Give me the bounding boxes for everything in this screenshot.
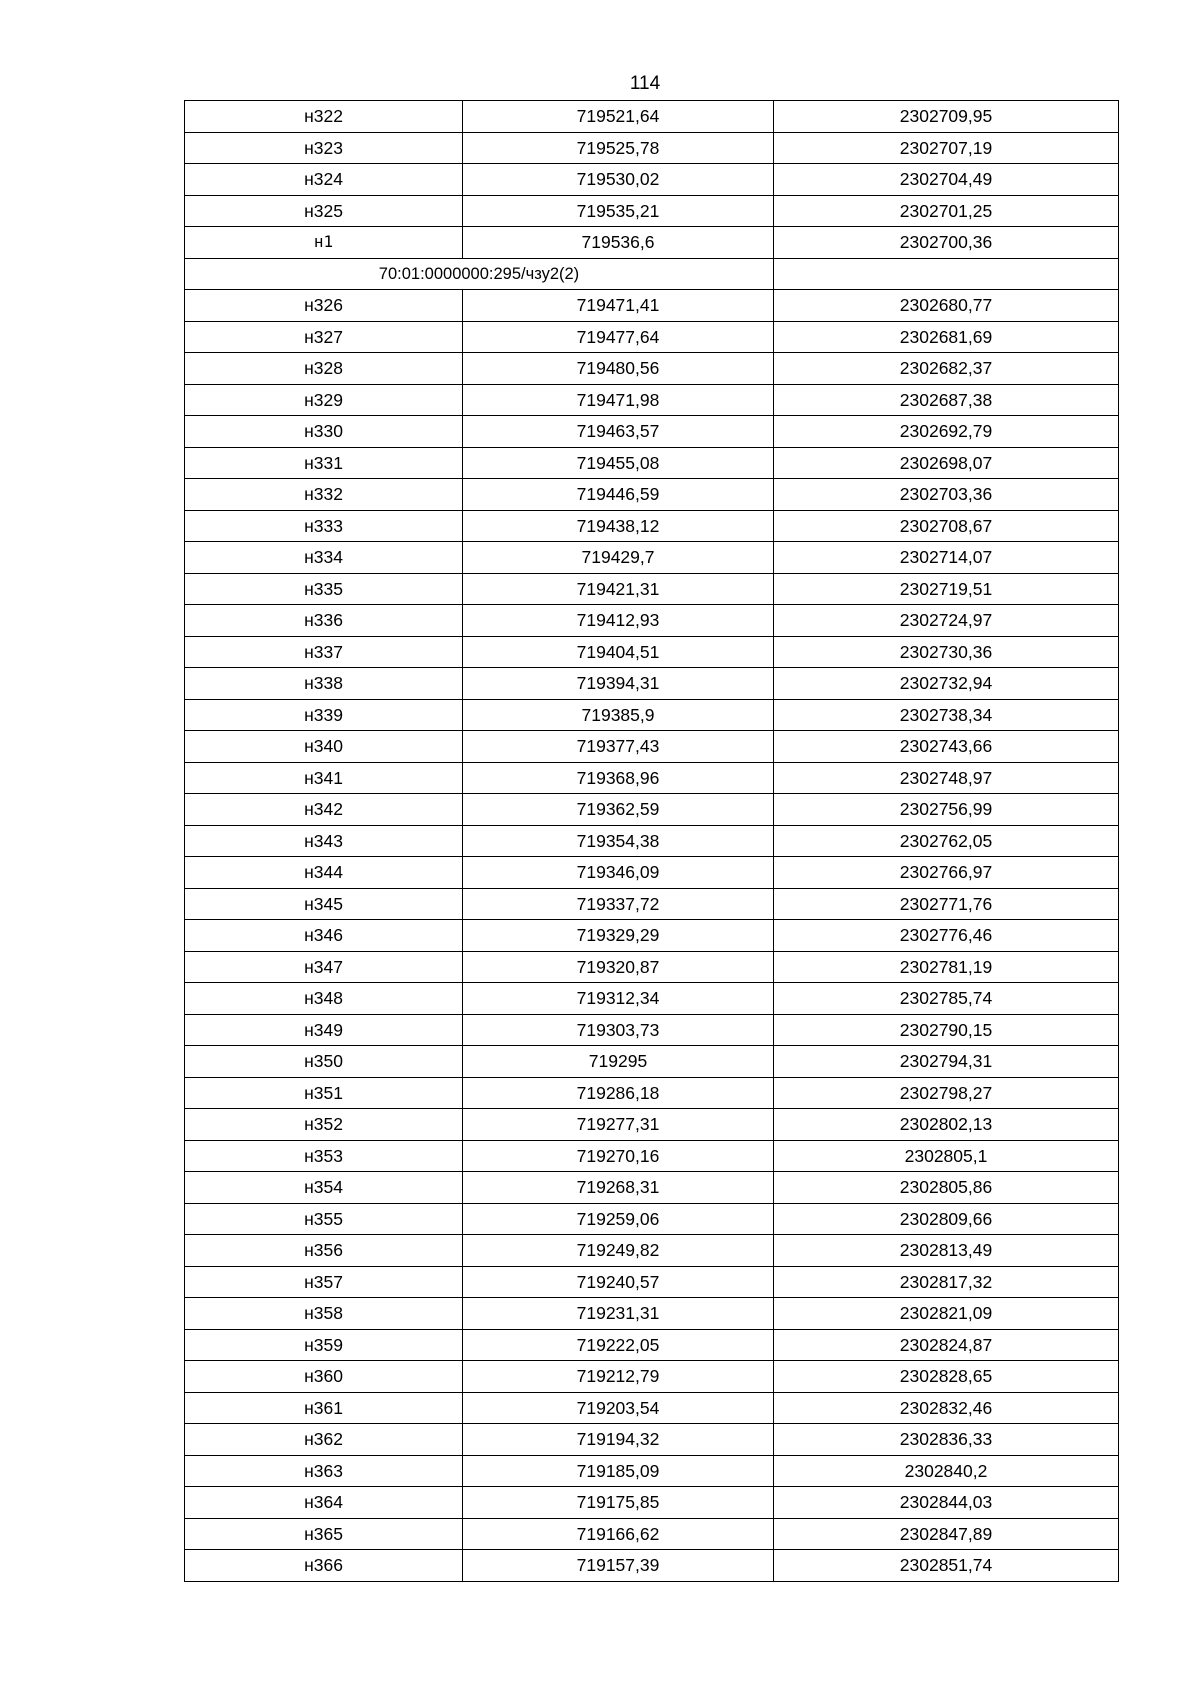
- page-number: 114: [629, 73, 661, 94]
- table-row: [185, 101, 1119, 133]
- coordinates-table-body: [185, 101, 1119, 1582]
- point-id-cell: н323: [185, 132, 463, 164]
- table-row: [185, 290, 1119, 322]
- table-row: [185, 888, 1119, 920]
- y-coordinate-cell: 2302817,32: [774, 1266, 1119, 1298]
- point-id-cell: н344: [185, 857, 463, 889]
- x-coordinate-cell: 719471,98: [463, 384, 774, 416]
- x-coordinate-cell: 719404,51: [463, 636, 774, 668]
- x-coordinate-cell: 719157,39: [463, 1550, 774, 1582]
- point-id-cell: н322: [185, 101, 463, 133]
- point-id-cell: н324: [185, 164, 463, 196]
- y-coordinate-cell: 2302738,34: [774, 699, 1119, 731]
- y-coordinate-cell: 2302682,37: [774, 353, 1119, 385]
- point-id-cell: н355: [185, 1203, 463, 1235]
- y-coordinate-cell: 2302809,66: [774, 1203, 1119, 1235]
- point-id-cell: н366: [185, 1550, 463, 1582]
- x-coordinate-cell: 719166,62: [463, 1518, 774, 1550]
- table-row: [185, 636, 1119, 668]
- x-coordinate-cell: 719277,31: [463, 1109, 774, 1141]
- point-id-cell: н337: [185, 636, 463, 668]
- y-coordinate-cell: 2302709,95: [774, 101, 1119, 133]
- x-coordinate-cell: 719286,18: [463, 1077, 774, 1109]
- point-id-cell: н335: [185, 573, 463, 605]
- x-coordinate-cell: 719477,64: [463, 321, 774, 353]
- x-coordinate-cell: 719521,64: [463, 101, 774, 133]
- x-coordinate-cell: 719446,59: [463, 479, 774, 511]
- table-row: [185, 1203, 1119, 1235]
- x-coordinate-cell: 719212,79: [463, 1361, 774, 1393]
- y-coordinate-cell: 2302785,74: [774, 983, 1119, 1015]
- point-id-cell: н326: [185, 290, 463, 322]
- table-row: [185, 1298, 1119, 1330]
- table-row: [185, 479, 1119, 511]
- y-coordinate-cell: 2302748,97: [774, 762, 1119, 794]
- x-coordinate-cell: 719175,85: [463, 1487, 774, 1519]
- y-coordinate-cell: 2302790,15: [774, 1014, 1119, 1046]
- table-row: [185, 416, 1119, 448]
- x-coordinate-cell: 719429,7: [463, 542, 774, 574]
- point-id-cell: н338: [185, 668, 463, 700]
- table-row: [185, 668, 1119, 700]
- point-id-cell: н359: [185, 1329, 463, 1361]
- y-coordinate-cell: 2302805,86: [774, 1172, 1119, 1204]
- y-coordinate-cell: 2302766,97: [774, 857, 1119, 889]
- y-coordinate-cell: 2302687,38: [774, 384, 1119, 416]
- table-row: [185, 384, 1119, 416]
- point-id-cell: н364: [185, 1487, 463, 1519]
- x-coordinate-cell: 719185,09: [463, 1455, 774, 1487]
- table-row: [185, 1329, 1119, 1361]
- point-id-cell: н349: [185, 1014, 463, 1046]
- x-coordinate-cell: 719329,29: [463, 920, 774, 952]
- x-coordinate-cell: 719525,78: [463, 132, 774, 164]
- y-coordinate-cell: 2302828,65: [774, 1361, 1119, 1393]
- table-row: [185, 1046, 1119, 1078]
- table-row: [185, 1487, 1119, 1519]
- y-coordinate-cell: 2302680,77: [774, 290, 1119, 322]
- y-coordinate-cell: 2302707,19: [774, 132, 1119, 164]
- point-id-cell: н339: [185, 699, 463, 731]
- y-coordinate-cell: 2302805,1: [774, 1140, 1119, 1172]
- point-id-cell: н342: [185, 794, 463, 826]
- y-coordinate-cell: 2302840,2: [774, 1455, 1119, 1487]
- x-coordinate-cell: 719270,16: [463, 1140, 774, 1172]
- point-id-cell: н328: [185, 353, 463, 385]
- point-id-cell: н365: [185, 1518, 463, 1550]
- point-id-cell: н363: [185, 1455, 463, 1487]
- x-coordinate-cell: 719303,73: [463, 1014, 774, 1046]
- table-row: [185, 699, 1119, 731]
- y-coordinate-cell: 2302813,49: [774, 1235, 1119, 1267]
- y-coordinate-cell: 2302776,46: [774, 920, 1119, 952]
- x-coordinate-cell: 719421,31: [463, 573, 774, 605]
- y-coordinate-cell: 2302844,03: [774, 1487, 1119, 1519]
- point-id-cell: н334: [185, 542, 463, 574]
- point-id-cell: н361: [185, 1392, 463, 1424]
- point-id-cell: н336: [185, 605, 463, 637]
- table-row: [185, 762, 1119, 794]
- table-row: [185, 983, 1119, 1015]
- y-coordinate-cell: 2302681,69: [774, 321, 1119, 353]
- x-coordinate-cell: 719320,87: [463, 951, 774, 983]
- table-row: [185, 1266, 1119, 1298]
- table-row: [185, 1109, 1119, 1141]
- table-row: [185, 1140, 1119, 1172]
- x-coordinate-cell: 719368,96: [463, 762, 774, 794]
- y-coordinate-cell: 2302798,27: [774, 1077, 1119, 1109]
- table-row: [185, 542, 1119, 574]
- x-coordinate-cell: 719231,31: [463, 1298, 774, 1330]
- point-id-cell: н341: [185, 762, 463, 794]
- x-coordinate-cell: 719480,56: [463, 353, 774, 385]
- point-id-cell: н358: [185, 1298, 463, 1330]
- x-coordinate-cell: 719222,05: [463, 1329, 774, 1361]
- point-id-cell: н345: [185, 888, 463, 920]
- point-id-cell: н331: [185, 447, 463, 479]
- table-row: [185, 825, 1119, 857]
- x-coordinate-cell: 719249,82: [463, 1235, 774, 1267]
- table-row: [185, 1361, 1119, 1393]
- point-id-cell: н330: [185, 416, 463, 448]
- x-coordinate-cell: 719377,43: [463, 731, 774, 763]
- coordinates-table: [184, 100, 1119, 1582]
- x-coordinate-cell: 719530,02: [463, 164, 774, 196]
- point-id-cell: н333: [185, 510, 463, 542]
- point-id-cell: н354: [185, 1172, 463, 1204]
- y-coordinate-cell: 2302802,13: [774, 1109, 1119, 1141]
- section-row: [185, 258, 1119, 290]
- table-row: [185, 731, 1119, 763]
- y-coordinate-cell: 2302762,05: [774, 825, 1119, 857]
- y-coordinate-cell: 2302719,51: [774, 573, 1119, 605]
- y-coordinate-cell: 2302700,36: [774, 227, 1119, 259]
- table-row: [185, 227, 1119, 259]
- empty-cell: [774, 258, 1119, 290]
- y-coordinate-cell: 2302836,33: [774, 1424, 1119, 1456]
- section-label-cell: 70:01:0000000:295/чзу2(2): [185, 258, 774, 290]
- table-row: [185, 1392, 1119, 1424]
- y-coordinate-cell: 2302730,36: [774, 636, 1119, 668]
- x-coordinate-cell: 719385,9: [463, 699, 774, 731]
- x-coordinate-cell: 719362,59: [463, 794, 774, 826]
- y-coordinate-cell: 2302724,97: [774, 605, 1119, 637]
- y-coordinate-cell: 2302732,94: [774, 668, 1119, 700]
- x-coordinate-cell: 719346,09: [463, 857, 774, 889]
- y-coordinate-cell: 2302832,46: [774, 1392, 1119, 1424]
- y-coordinate-cell: 2302743,66: [774, 731, 1119, 763]
- x-coordinate-cell: 719312,34: [463, 983, 774, 1015]
- x-coordinate-cell: 719463,57: [463, 416, 774, 448]
- point-id-cell: н352: [185, 1109, 463, 1141]
- point-id-cell: н343: [185, 825, 463, 857]
- point-id-cell: н353: [185, 1140, 463, 1172]
- x-coordinate-cell: 719394,31: [463, 668, 774, 700]
- y-coordinate-cell: 2302851,74: [774, 1550, 1119, 1582]
- x-coordinate-cell: 719438,12: [463, 510, 774, 542]
- point-id-cell: н327: [185, 321, 463, 353]
- table-row: [185, 1077, 1119, 1109]
- y-coordinate-cell: 2302794,31: [774, 1046, 1119, 1078]
- x-coordinate-cell: 719471,41: [463, 290, 774, 322]
- x-coordinate-cell: 719536,6: [463, 227, 774, 259]
- table-row: [185, 951, 1119, 983]
- x-coordinate-cell: 719194,32: [463, 1424, 774, 1456]
- y-coordinate-cell: 2302703,36: [774, 479, 1119, 511]
- y-coordinate-cell: 2302824,87: [774, 1329, 1119, 1361]
- point-id-cell: н340: [185, 731, 463, 763]
- x-coordinate-cell: 719295: [463, 1046, 774, 1078]
- table-row: [185, 447, 1119, 479]
- point-id-cell: н351: [185, 1077, 463, 1109]
- point-id-cell: н325: [185, 195, 463, 227]
- x-coordinate-cell: 719354,38: [463, 825, 774, 857]
- x-coordinate-cell: 719412,93: [463, 605, 774, 637]
- point-id-cell: н348: [185, 983, 463, 1015]
- y-coordinate-cell: 2302698,07: [774, 447, 1119, 479]
- table-row: [185, 573, 1119, 605]
- table-row: [185, 794, 1119, 826]
- point-id-cell: н329: [185, 384, 463, 416]
- table-row: [185, 1014, 1119, 1046]
- table-row: [185, 321, 1119, 353]
- y-coordinate-cell: 2302771,76: [774, 888, 1119, 920]
- table-row: [185, 195, 1119, 227]
- x-coordinate-cell: 719337,72: [463, 888, 774, 920]
- point-id-cell: н360: [185, 1361, 463, 1393]
- table-row: [185, 353, 1119, 385]
- y-coordinate-cell: 2302781,19: [774, 951, 1119, 983]
- y-coordinate-cell: 2302692,79: [774, 416, 1119, 448]
- table-row: [185, 605, 1119, 637]
- y-coordinate-cell: 2302821,09: [774, 1298, 1119, 1330]
- y-coordinate-cell: 2302708,67: [774, 510, 1119, 542]
- table-row: [185, 132, 1119, 164]
- table-row: [185, 1172, 1119, 1204]
- point-id-cell: н357: [185, 1266, 463, 1298]
- x-coordinate-cell: 719203,54: [463, 1392, 774, 1424]
- table-row: [185, 1518, 1119, 1550]
- y-coordinate-cell: 2302756,99: [774, 794, 1119, 826]
- y-coordinate-cell: 2302847,89: [774, 1518, 1119, 1550]
- point-id-cell: н356: [185, 1235, 463, 1267]
- table-row: [185, 920, 1119, 952]
- point-id-cell: н346: [185, 920, 463, 952]
- x-coordinate-cell: 719259,06: [463, 1203, 774, 1235]
- table-row: [185, 164, 1119, 196]
- point-id-cell: н332: [185, 479, 463, 511]
- x-coordinate-cell: 719240,57: [463, 1266, 774, 1298]
- table-row: [185, 1455, 1119, 1487]
- y-coordinate-cell: 2302714,07: [774, 542, 1119, 574]
- x-coordinate-cell: 719535,21: [463, 195, 774, 227]
- point-id-cell: н347: [185, 951, 463, 983]
- table-row: [185, 1235, 1119, 1267]
- x-coordinate-cell: 719268,31: [463, 1172, 774, 1204]
- point-id-cell: н350: [185, 1046, 463, 1078]
- table-row: [185, 510, 1119, 542]
- y-coordinate-cell: 2302704,49: [774, 164, 1119, 196]
- x-coordinate-cell: 719455,08: [463, 447, 774, 479]
- table-row: [185, 857, 1119, 889]
- y-coordinate-cell: 2302701,25: [774, 195, 1119, 227]
- point-id-cell: н1: [185, 227, 463, 259]
- point-id-cell: н362: [185, 1424, 463, 1456]
- table-row: [185, 1550, 1119, 1582]
- table-row: [185, 1424, 1119, 1456]
